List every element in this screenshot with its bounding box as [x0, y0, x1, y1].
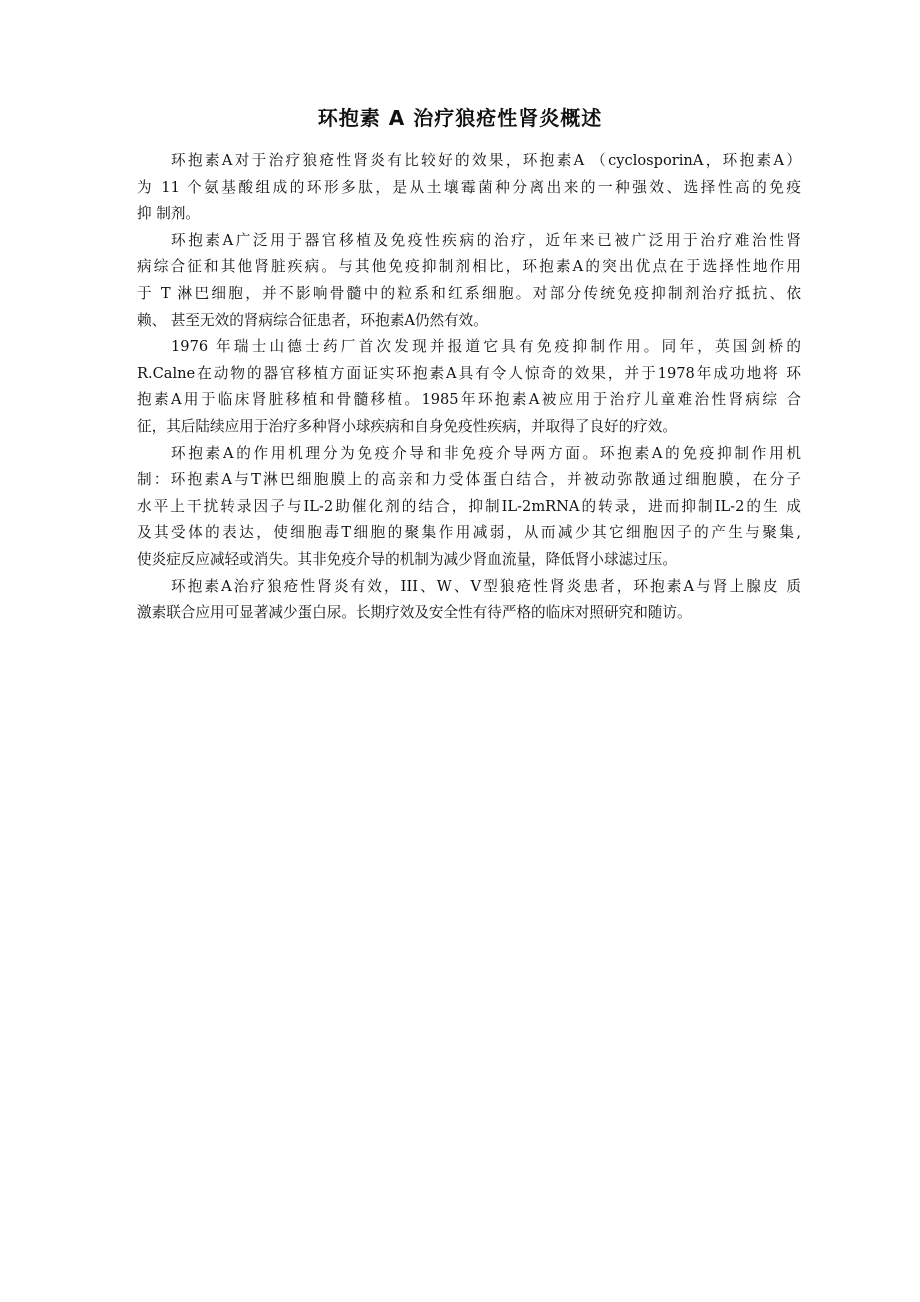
- text-line: 赖、 甚至无效的肾病综合征患者，环抱素A仍然有效。: [137, 311, 488, 329]
- text-line: 于 T 淋巴细胞，并不影响骨髓中的粒系和红系细胞。对部分传统免疫抑制剂治疗抵抗、依: [137, 284, 801, 302]
- paragraph: [137, 228, 801, 334]
- document-title: 环抱素 A 治疗狼疮性肾炎概述: [317, 106, 603, 130]
- paragraph: [137, 441, 801, 574]
- text-line: 水平上干扰转录因子与IL-2助催化剂的结合，抑制IL-2mRNA的转录，进而抑制IL-2的生 成: [137, 497, 801, 515]
- text-line: 环抱素A的作用机理分为免疫介导和非免疫介导两方面。环抱素A的免疫抑制作用机: [171, 444, 801, 462]
- text-line: 环抱素A对于治疗狼疮性肾炎有比较好的效果，环抱素A （cyclosporinA，环抱素A）: [171, 152, 801, 169]
- text-line: 及其受体的表达，使细胞毒T细胞的聚集作用减弱，从而减少其它细胞因子的产生与聚集,: [137, 524, 801, 542]
- text-line: 病综合征和其他肾脏疾病。与其他免疫抑制剂相比，环抱素A的突出优点在于选择性地作用: [137, 258, 801, 276]
- text-line: R.Calne在动物的器官移植方面证实环抱素A具有令人惊奇的效果，并于1978年成功地将 环: [137, 364, 801, 382]
- text-line: 激素联合应用可显著减少蛋白尿。长期疗效及安全性有待严格的临床对照研究和随访。: [137, 604, 692, 622]
- text-line: 环抱素A治疗狼疮性肾炎有效，III、W、V型狼疮性肾炎患者，环抱素A与肾上腺皮 质: [171, 577, 801, 595]
- text-line: 使炎症反应减轻或消失。其非免疫介导的机制为减少肾血流量，降低肾小球滤过压。: [137, 550, 677, 568]
- text-line: 征，其后陆续应用于治疗多种肾小球疾病和自身免疫性疾病，并取得了良好的疗效。: [137, 417, 677, 435]
- document-body: [137, 148, 801, 627]
- text-line: 制：环抱素A与T淋巴细胞膜上的高亲和力受体蛋白结合，并被动弥散通过细胞膜，在分子: [137, 471, 801, 489]
- paragraph: [137, 148, 801, 228]
- text-line: 抱素A用于临床肾脏移植和骨髓移植。1985年环抱素A被应用于治疗儿童难治性肾病综 合: [137, 391, 801, 409]
- paragraph: [137, 574, 801, 627]
- text-line: 1976 年瑞士山德士药厂首次发现并报道它具有免疫抑制作用。同年，英国剑桥的: [171, 338, 801, 356]
- text-line: 为 11 个氨基酸组成的环形多肽，是从土壤霉菌种分离出来的一种强效、选择性高的免疫: [137, 178, 801, 196]
- text-line: 环抱素A广泛用于器官移植及免疫性疾病的治疗，近年来已被广泛用于治疗难治性肾: [171, 231, 801, 249]
- text-line: 抑 制剂。: [137, 205, 201, 223]
- paragraph: [137, 334, 801, 440]
